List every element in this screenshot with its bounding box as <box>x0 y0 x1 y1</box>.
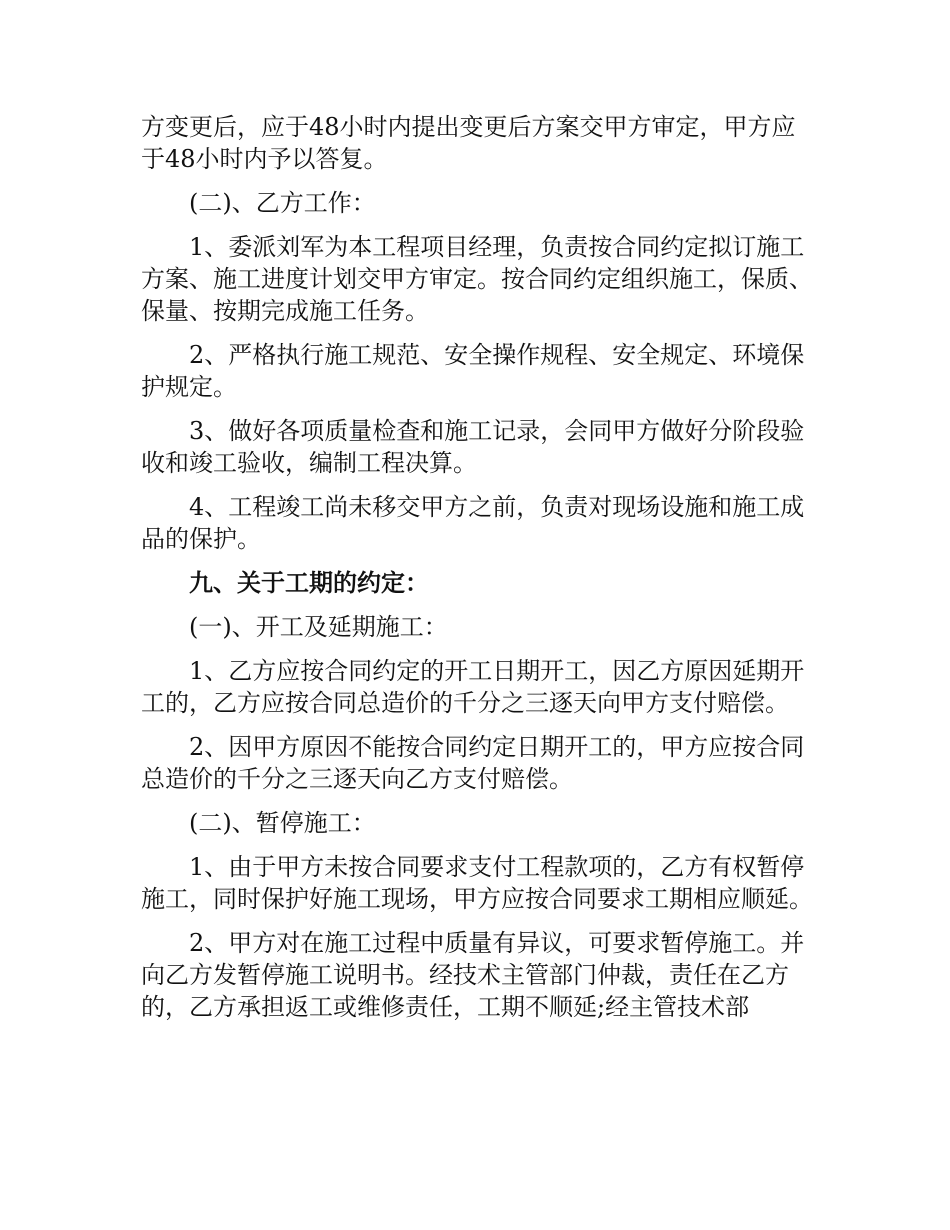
paragraph-item: 2、严格执行施工规范、安全操作规程、安全规定、环境保护规定。 <box>141 341 805 401</box>
paragraph-item: 4、工程竣工尚未移交甲方之前，负责对现场设施和施工成品的保护。 <box>141 493 805 553</box>
paragraph-subsection-heading: (一)、开工及延期施工： <box>189 613 448 641</box>
paragraph-item: 3、做好各项质量检查和施工记录，会同甲方做好分阶段验收和竣工验收，编制工程决算。 <box>141 417 805 477</box>
paragraph-item: 2、甲方对在施工过程中质量有异议，可要求暂停施工。并向乙方发暂停施工说明书。经技术主管部门仲裁，责任在乙方的，乙方承担返工或维修责任，工期不顺延;经主管技术部 <box>141 929 805 1021</box>
paragraph-subsection-heading: (二)、暂停施工： <box>189 809 376 837</box>
document-body <box>141 111 813 1035</box>
paragraph-subsection-heading: (二)、乙方工作： <box>189 189 376 217</box>
paragraph-item: 1、委派刘军为本工程项目经理，负责按合同约定拟订施工方案、施工进度计划交甲方审定。按合同约定组织施工，保质、保量、按期完成施工任务。 <box>141 233 813 325</box>
paragraph-item: 2、因甲方原因不能按合同约定日期开工的，甲方应按合同总造价的千分之三逐天向乙方支付赔偿。 <box>141 733 805 793</box>
paragraph-continuation: 方变更后，应于48小时内提出变更后方案交甲方审定，甲方应于48小时内予以答复。 <box>141 113 796 173</box>
section-heading: 九、关于工期的约定： <box>189 568 429 597</box>
paragraph-item: 1、乙方应按合同约定的开工日期开工，因乙方原因延期开工的，乙方应按合同总造价的千分之三逐天向甲方支付赔偿。 <box>141 657 805 717</box>
paragraph-item: 1、由于甲方未按合同要求支付工程款项的，乙方有权暂停施工，同时保护好施工现场，甲方应按合同要求工期相应顺延。 <box>141 853 813 913</box>
